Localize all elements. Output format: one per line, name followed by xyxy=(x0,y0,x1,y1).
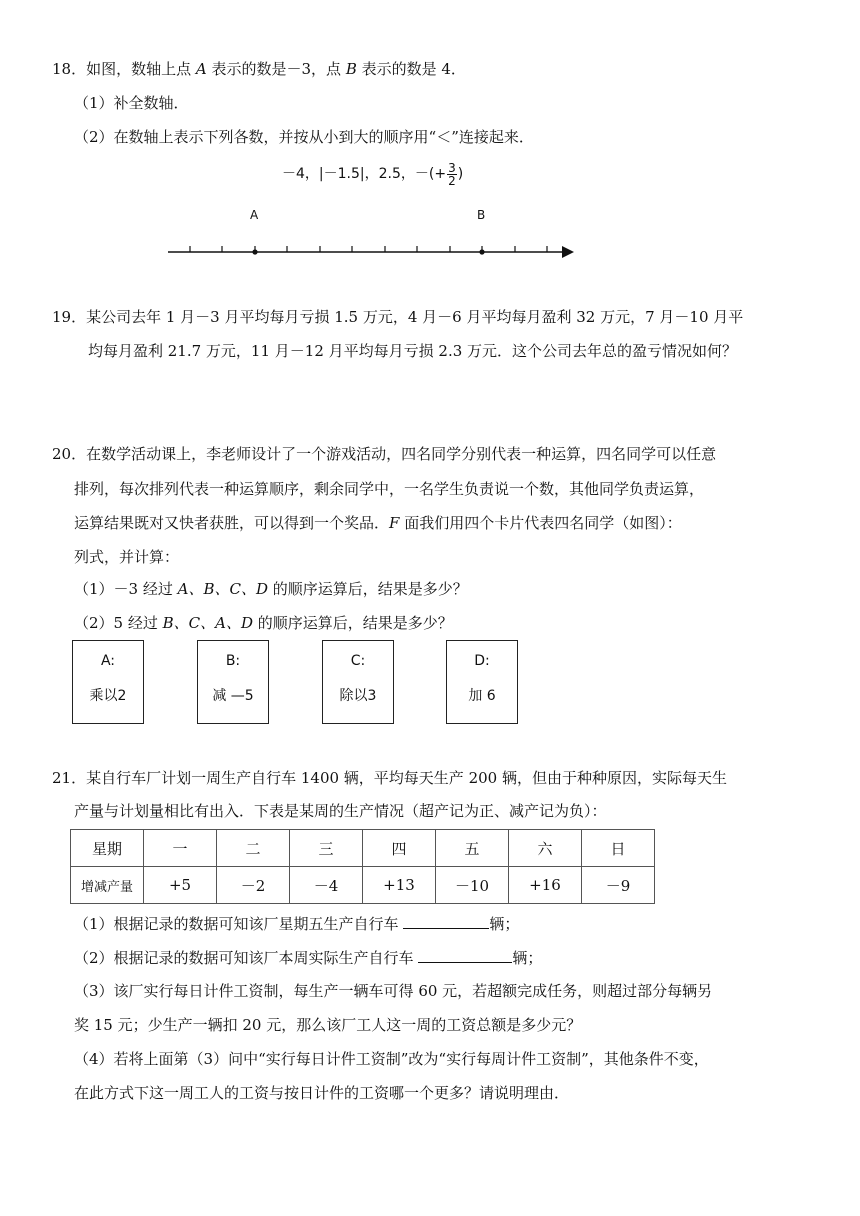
q21-part1 xyxy=(74,912,519,935)
q19-line1: 19．某公司去年 1 月－3 月平均每月亏损 1.5 万元，4 月－6 月平均每月盈利 32 万元，7 月－10 月平 xyxy=(52,308,744,326)
q18-number: 18． xyxy=(52,60,87,78)
card-d-label: D: xyxy=(474,653,490,669)
axis-label-a: A xyxy=(250,208,259,222)
q18-part1: （1）补全数轴． xyxy=(74,94,189,112)
q21-line2: 产量与计划量相比有出入．下表是某周的生产情况（超产记为正、减产记为负）： xyxy=(74,802,607,820)
table-cell: 日 xyxy=(582,830,655,867)
q20-part1 xyxy=(74,578,468,600)
table-cell: 五 xyxy=(436,830,509,867)
number-line-ticks xyxy=(190,246,547,252)
number-line-arrow xyxy=(562,246,574,258)
table-cell: －4 xyxy=(290,867,363,904)
q20-part2-a: （2）5 经过 xyxy=(74,614,163,632)
q18-fraction xyxy=(447,162,457,187)
table-cell: －10 xyxy=(436,867,509,904)
q21-part4-line2: 在此方式下这一周工人的工资与按日计件的工资哪一个更多？请说明理由． xyxy=(74,1084,570,1102)
q18-frac-num: 3 xyxy=(448,160,456,175)
card-d xyxy=(446,640,518,724)
card-d-op: 加 6 xyxy=(468,688,496,704)
production-table xyxy=(70,829,655,904)
q20-part1-ops: A、B、C、D xyxy=(177,580,268,598)
q20-line3-a: 运算结果既对又快者获胜，可以得到一个奖品． xyxy=(74,514,390,532)
q18-nums-close: ) xyxy=(457,166,464,182)
table-cell: 三 xyxy=(290,830,363,867)
table-cell: 增减产量 xyxy=(71,867,144,904)
table-cell: 六 xyxy=(509,830,582,867)
q20-line1: 20．在数学活动课上，李老师设计了一个游戏活动，四名同学分别代表一种运算，四名同学可以任意 xyxy=(52,445,717,463)
q21-part2-a: （2）根据记录的数据可知该厂本周实际生产自行车 xyxy=(74,949,419,967)
q18-nums-text: －4，|－1.5|，2.5，－(+ xyxy=(282,166,447,182)
q18-point-b: B xyxy=(345,60,357,78)
answer-blank-1[interactable] xyxy=(403,912,489,929)
q19-line2: 均每月盈利 21.7 万元，11 月－12 月平均每月亏损 2.3 万元．这个公司去年总的盈亏情况如何？ xyxy=(88,342,738,360)
point-a-dot xyxy=(252,249,257,254)
q21-part2 xyxy=(74,946,542,969)
card-c-label: C: xyxy=(350,653,366,669)
q18-part2: （2）在数轴上表示下列各数，并按从小到大的顺序用“＜”连接起来． xyxy=(74,128,534,146)
q20-part2 xyxy=(74,612,453,634)
card-b-label: B: xyxy=(225,653,241,669)
table-cell: 四 xyxy=(363,830,436,867)
q21-part4-line1: （4）若将上面第（3）问中“实行每日计件工资制”改为“实行每周计件工资制”，其他条件不变， xyxy=(74,1050,709,1068)
card-b xyxy=(197,640,269,724)
table-cell: 星期 xyxy=(71,830,144,867)
table-cell: 二 xyxy=(217,830,290,867)
answer-blank-2[interactable] xyxy=(418,946,512,963)
q18-text-a: 如图，数轴上点 xyxy=(86,60,196,78)
table-cell: －2 xyxy=(217,867,290,904)
q21-part3-line1: （3）该厂实行每日计件工资制，每生产一辆车可得 60 元，若超额完成任务，则超过部分每辆另 xyxy=(74,982,713,1000)
axis-label-b: B xyxy=(477,208,486,222)
q18-frac-den: 2 xyxy=(448,173,456,188)
q18-stem xyxy=(52,58,466,80)
table-cell: +13 xyxy=(363,867,436,904)
q20-line3 xyxy=(74,512,682,534)
q20-part1-a: （1）－3 经过 xyxy=(74,580,178,598)
card-a-op: 乘以2 xyxy=(89,688,127,704)
q20-part1-b: 的顺序运算后，结果是多少？ xyxy=(267,580,468,598)
table-cell: +5 xyxy=(144,867,217,904)
q21-line1: 21．某自行车厂计划一周生产自行车 1400 辆，平均每天生产 200 辆，但由于种种原因，实际每天生 xyxy=(52,769,727,787)
q21-part3-line2: 奖 15 元；少生产一辆扣 20 元，那么该厂工人这一周的工资总额是多少元？ xyxy=(74,1016,582,1034)
q20-line3-b: 面我们用四个卡片代表四名同学（如图）： xyxy=(399,514,682,532)
q18-text-b: 表示的数是－3，点 xyxy=(206,60,346,78)
q21-part1-a: （1）根据记录的数据可知该厂星期五生产自行车 xyxy=(74,915,404,933)
q18-number-list xyxy=(282,161,463,187)
card-a-label: A: xyxy=(100,653,116,669)
number-line xyxy=(160,236,580,266)
q18-text-c: 表示的数是 4． xyxy=(356,60,466,78)
point-b-dot xyxy=(479,249,484,254)
table-cell: 一 xyxy=(144,830,217,867)
q18-point-a: A xyxy=(195,60,207,78)
card-b-op: 减 —5 xyxy=(212,688,254,704)
q20-line2: 排列，每次排列代表一种运算顺序，剩余同学中，一名学生负责说一个数，其他同学负责运算， xyxy=(74,480,705,498)
q21-part2-b: 辆； xyxy=(512,949,543,967)
table-row xyxy=(71,867,655,904)
q20-line4: 列式，并计算： xyxy=(74,548,180,566)
table-cell: －9 xyxy=(582,867,655,904)
q20-part2-ops: B、C、A、D xyxy=(162,614,253,632)
table-header-row xyxy=(71,830,655,867)
table-cell: +16 xyxy=(509,867,582,904)
q20-part2-b: 的顺序运算后，结果是多少？ xyxy=(252,614,453,632)
q21-part1-b: 辆； xyxy=(489,915,520,933)
q20-f: F xyxy=(389,514,400,532)
card-c-op: 除以3 xyxy=(339,688,377,704)
card-c xyxy=(322,640,394,724)
card-a xyxy=(72,640,144,724)
